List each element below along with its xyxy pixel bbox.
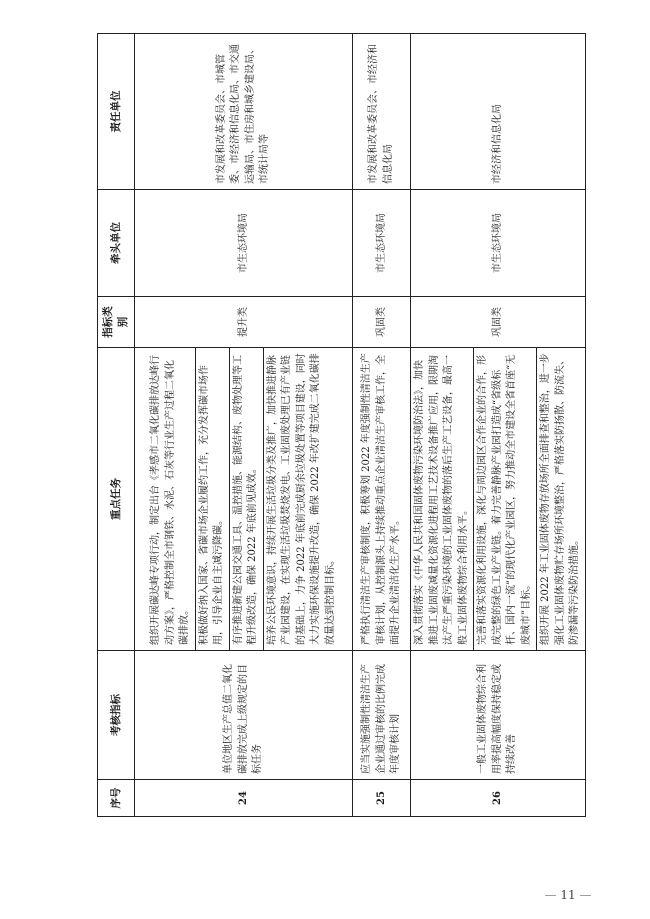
rotated-table-page xyxy=(97,44,581,817)
task-line: 有序推进新建公园交通工具、温控措施、能源结构、废物处理等工程升级改造，确保 2022 年底前见成效。 xyxy=(230,348,264,650)
row-tasks xyxy=(135,348,353,651)
task-line: 积极做好纳入国家、省碳市场企业履约工作，充分发挥碳市场作用，引导企业自主减污降碳。 xyxy=(196,348,230,650)
table-row xyxy=(411,34,586,817)
row-lead: 市生态环境局 xyxy=(411,190,586,297)
header-lead: 牵头单位 xyxy=(98,190,135,297)
row-tasks xyxy=(353,348,411,651)
row-resp: 市发展和改革委员会、市经济和信息化局 xyxy=(353,34,411,190)
table-row xyxy=(353,34,411,817)
row-resp: 市经济和信息化局 xyxy=(411,34,586,190)
row-indicator: 一般工业固体废物综合利用率提高幅度保持稳定或持续改善 xyxy=(411,651,586,780)
row-tasks xyxy=(411,348,586,651)
row-indicator: 应当实施强制性清洁生产企业通过审核的比例完成年度审核计划 xyxy=(353,651,411,780)
page-number-value: 11 xyxy=(560,888,576,902)
row-indicator: 单位地区生产总值二氧化碳排放完成上级规定的目标任务 xyxy=(135,651,353,780)
header-task: 重点任务 xyxy=(98,348,135,651)
row-lead: 市生态环境局 xyxy=(353,190,411,297)
page-number: — 11 — xyxy=(544,888,592,902)
task-line: 严格执行清洁生产审核制度，积极筹划 2022 年度强制性清洁生产审核计划，从控制源头上持续推动重点企业清洁生产审核工作，全面提升企业清洁化生产水平。 xyxy=(361,353,402,645)
row-type: 提升类 xyxy=(135,297,353,348)
row-no: 24 xyxy=(135,780,353,817)
table-row xyxy=(135,34,353,817)
task-line: 组织开展 2022 年工业固体废物存放场所全面排查和整治，进一步强化工业固体废物贮存场所环境整治，严格落实防扬散、防流失、防渗漏等污染防治措施。 xyxy=(540,353,581,645)
assessment-table xyxy=(97,33,586,817)
row-type: 巩固类 xyxy=(353,297,411,348)
task-line: 深入贯彻落实《中华人民共和国固体废物污染环境防治法》，加快推进工业固废减量化资源化进程用工艺技术设备推广应用，限期淘汰产生严重污染环境的工业固体废物的落后生产工艺设备，最高一般工业固体废物综合利用水平。 xyxy=(411,348,474,650)
table-header-row xyxy=(98,34,135,817)
task-line: 培养公民环境意识，持续开展生活垃圾分类及推广，加快推进静脉产业园建设，在实现生活垃圾焚烧发电、工业固废处理已有产业链的基础上，力争 2022 年底前完成厨余垃圾处置等项目建设，同时大力实施环保设施提升改造，确保 2022 年改扩建完成二氧化碳排放量达到控制目标。 xyxy=(266,353,336,645)
row-type: 巩固类 xyxy=(411,297,586,348)
header-indicator: 考核指标 xyxy=(98,651,135,780)
header-type: 指标类别 xyxy=(98,297,135,348)
header-no: 序号 xyxy=(98,780,135,817)
task-line: 完善和落实资源化利用设施，深化与周边园区合作企业的合作，形成完整的绿色工业产业链。着力完善静脉产业园打造成“省级标杆、国内一流”的现代化产业园区，努力推动全市建设全省首座“无废城市”目标。 xyxy=(474,348,537,650)
row-resp: 市发展和改革委员会、市城管委、市经济和信息化局、市交通运输局、市住房和城乡建设局、市统计局等 xyxy=(135,34,353,190)
row-no: 26 xyxy=(411,780,586,817)
row-lead: 市生态环境局 xyxy=(135,190,353,297)
task-line: 组织开展碳达峰专项行动，制定出台《孝感市二氧化碳排放达峰行动方案》，严格控制全市钢铁、水泥、石灰等行业生产过程二氧化碳排放。 xyxy=(147,348,196,650)
header-resp: 责任单位 xyxy=(98,34,135,190)
row-no: 25 xyxy=(353,780,411,817)
